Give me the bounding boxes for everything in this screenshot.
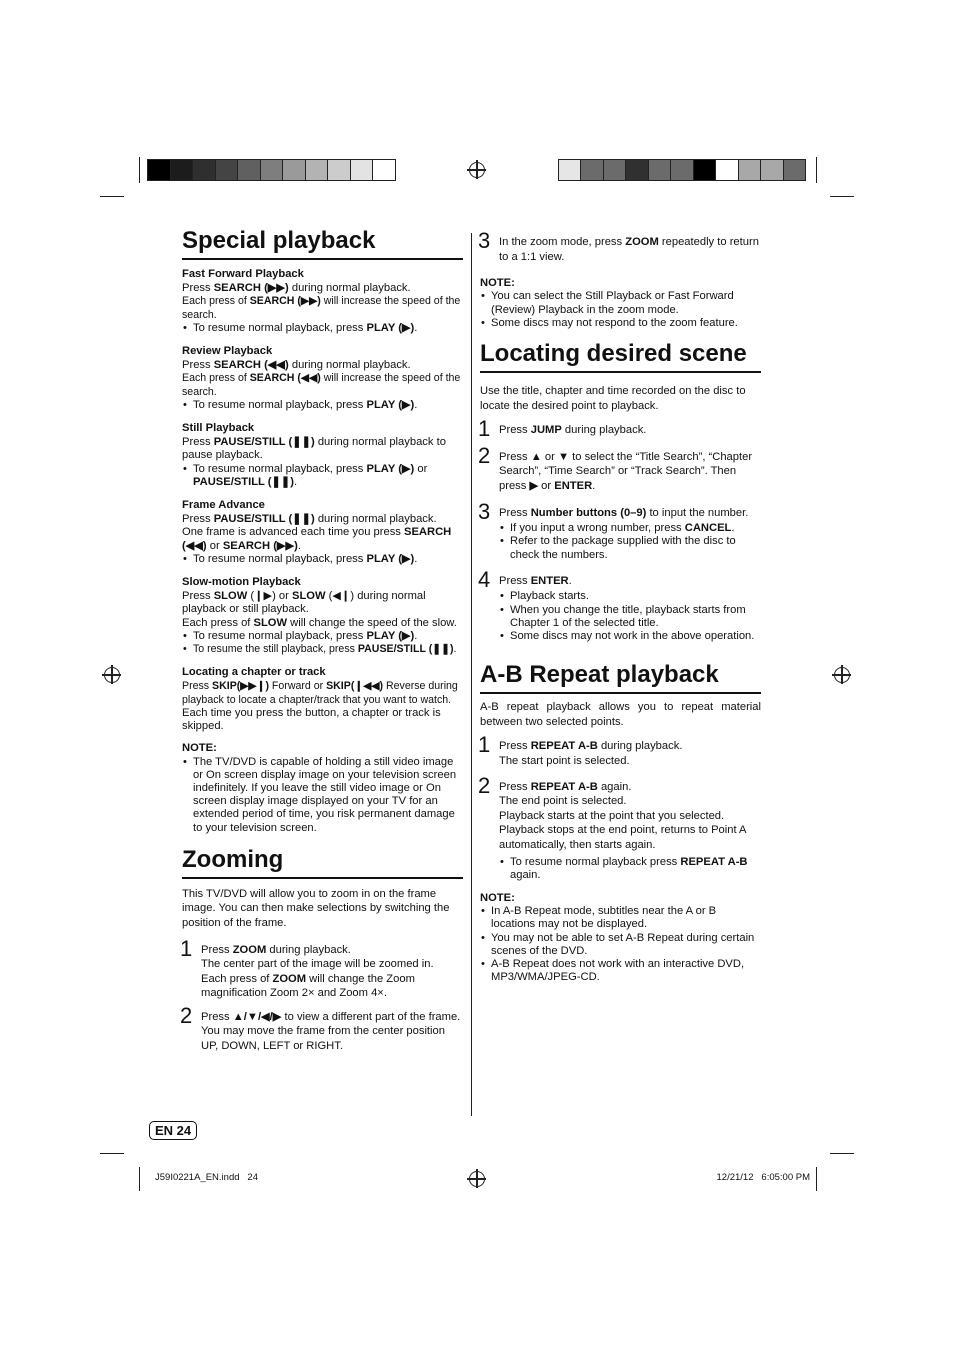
step-number: 1 xyxy=(180,935,193,961)
color-swatch xyxy=(671,160,693,180)
color-swatch xyxy=(328,160,351,180)
ab-intro: A-B repeat playback allows you to repeat material between two selected points. xyxy=(480,701,761,728)
list-item: • Some discs may not work in the above operation. xyxy=(499,630,761,643)
crop-mark xyxy=(816,1167,817,1191)
right-column xyxy=(478,228,761,984)
section-title-ab-repeat: A-B Repeat playback xyxy=(480,660,761,694)
locate-step-1: 1 Press JUMP during playback. xyxy=(478,416,647,442)
locating-chapter-section: Locating a chapter or track Press SKIP(▶▶❙) Forward or SKIP(❙◀◀) Reverse during playback to locate a chapter/track that you want to watch. Each time you press the button, a chapter or track is skipped. xyxy=(182,666,463,733)
color-swatch xyxy=(761,160,783,180)
ab-step-1: 1 Press REPEAT A-B during playback. The start point is selected. xyxy=(478,732,683,767)
crop-mark xyxy=(139,1167,140,1191)
color-swatch xyxy=(171,160,194,180)
color-swatch xyxy=(306,160,329,180)
list-item: • When you change the title, playback starts from Chapter 1 of the selected title. xyxy=(499,604,761,630)
left-column xyxy=(182,226,463,1054)
step-number: 2 xyxy=(180,1002,193,1028)
color-swatch xyxy=(193,160,216,180)
list-item: • Playback starts. xyxy=(499,590,761,603)
step-number: 1 xyxy=(478,416,491,442)
column-divider xyxy=(471,233,472,1116)
list-item: • A-B Repeat does not work with an interactive DVD, MP3/WMA/JPEG-CD. xyxy=(480,958,761,984)
crop-mark xyxy=(816,157,817,183)
color-swatch xyxy=(351,160,374,180)
list-item: • You may not be able to set A-B Repeat during certain scenes of the DVD. xyxy=(480,932,761,958)
subheading: Frame Advance xyxy=(182,499,265,512)
subheading: Slow-motion Playback xyxy=(182,576,301,589)
step-number: 3 xyxy=(478,228,491,253)
color-swatch xyxy=(373,160,395,180)
section-title-special-playback: Special playback xyxy=(182,226,463,260)
color-swatch xyxy=(694,160,716,180)
zoom-step-1: 1 Press ZOOM during playback. The center part of the image will be zoomed in. Each press of ZOOM will change the Zoom magnification Zoom 2× and Zoom 4×. xyxy=(180,935,434,1000)
list-item: • Refer to the package supplied with the disc to check the numbers. xyxy=(499,535,761,561)
list-item: • Some discs may not respond to the zoom feature. xyxy=(480,317,761,330)
color-swatch xyxy=(261,160,284,180)
locate-intro: Use the title, chapter and time recorded on the disc to locate the desired point to playback. xyxy=(480,385,746,412)
registration-mark-icon xyxy=(104,667,120,683)
footer-filename: J59I0221A_EN.indd 24 xyxy=(155,1172,258,1183)
color-swatch xyxy=(581,160,603,180)
step-number: 3 xyxy=(478,498,491,524)
color-swatch xyxy=(739,160,761,180)
color-swatch xyxy=(649,160,671,180)
color-swatch xyxy=(559,160,581,180)
crop-mark xyxy=(100,1153,124,1154)
color-swatch xyxy=(283,160,306,180)
list-item: • If you input a wrong number, press CANCEL. xyxy=(499,522,761,535)
note-heading: NOTE: xyxy=(182,742,217,755)
zoom-step-3: 3 In the zoom mode, press ZOOM repeatedly to return to a 1:1 view. xyxy=(478,228,759,263)
color-bar-right xyxy=(558,159,806,181)
section-title-zooming: Zooming xyxy=(182,845,463,879)
review-section: Review Playback Press SEARCH (◀◀) during normal playback. Each press of SEARCH (◀◀) will increase the speed of the search. • To resume normal playback, press PLAY (▶). xyxy=(182,345,463,412)
ab-step-2: 2 Press REPEAT A-B again. The end point is selected. Playback starts at the point that you selected. Playback stops at the end point, returns to Point A automatically, then starts again. • To resume normal playback press REPEAT A-B again. xyxy=(480,780,761,882)
color-swatch xyxy=(148,160,171,180)
crop-mark xyxy=(830,196,854,197)
list-item: • To resume normal playback, press PLAY (▶). xyxy=(182,322,463,335)
frame-advance-section: Frame Advance Press PAUSE/STILL (❚❚) during normal playback. One frame is advanced each time you press SEARCH (◀◀) or SEARCH (▶▶). • To resume normal playback, press PLAY (▶). xyxy=(182,499,463,566)
list-item: • In A-B Repeat mode, subtitles near the A or B locations may not be displayed. xyxy=(480,905,761,931)
list-item: • To resume the still playback, press PAUSE/STILL (❚❚). xyxy=(182,643,463,656)
zoom-intro: This TV/DVD will allow you to zoom in on the frame image. You can then make selections by switching the position of the frame. xyxy=(182,887,450,929)
color-bar-left xyxy=(147,159,396,181)
footer-timestamp: 12/21/12 6:05:00 PM xyxy=(716,1172,810,1183)
registration-mark-icon xyxy=(469,1171,485,1187)
crop-mark xyxy=(830,1153,854,1154)
page-number-badge: EN 24 xyxy=(149,1121,197,1140)
slow-motion-section: Slow-motion Playback Press SLOW (❙▶) or SLOW (◀❙) during normal playback or still playback. Each press of SLOW will change the speed of the slow. • To resume normal playback, press PLAY (▶). • To resume the still playback, press PAUSE/STILL (❚❚). xyxy=(182,576,463,656)
list-item: • To resume normal playback, press PLAY (▶) or PAUSE/STILL (❚❚). xyxy=(182,463,463,489)
color-swatch xyxy=(216,160,239,180)
step-number: 1 xyxy=(478,732,491,758)
color-swatch xyxy=(604,160,626,180)
locate-step-4: 4 Press ENTER. • Playback starts. • When you change the title, playback starts from Chapter 1 of the selected title. • Some discs may not work in the above operation. xyxy=(480,574,761,643)
step-number: 4 xyxy=(478,566,491,592)
list-item: • To resume normal playback press REPEAT A-B again. xyxy=(499,856,761,882)
subheading: Review Playback xyxy=(182,345,273,358)
list-item: • To resume normal playback, press PLAY (▶). xyxy=(182,553,463,566)
list-item: • You can select the Still Playback or Fast Forward (Review) Playback in the zoom mode. xyxy=(480,290,761,316)
subheading: Fast Forward Playback xyxy=(182,268,304,280)
color-swatch xyxy=(626,160,648,180)
subheading: Still Playback xyxy=(182,422,255,435)
locate-step-2: 2 Press ▲ or ▼ to select the “Title Search”, “Chapter Search”, “Time Search” or “Track Search”. Then press ▶ or ENTER. xyxy=(478,442,753,492)
step-number: 2 xyxy=(478,442,491,468)
subheading: Locating a chapter or track xyxy=(182,666,326,679)
list-item: • To resume normal playback, press PLAY (▶). xyxy=(182,399,463,412)
note-heading: NOTE: xyxy=(480,891,515,904)
color-swatch xyxy=(716,160,738,180)
step-number: 2 xyxy=(478,772,491,798)
list-item: • The TV/DVD is capable of holding a still video image or On screen display image on your television screen indefinitely. If you leave the still video image or On screen display image displayed on your TV for an extended period of time, you risk permanent damage to your television screen. xyxy=(182,756,463,835)
note-heading: NOTE: xyxy=(480,277,515,290)
crop-mark xyxy=(100,196,124,197)
registration-mark-icon xyxy=(469,162,485,178)
color-swatch xyxy=(238,160,261,180)
crop-mark xyxy=(139,157,140,183)
zoom-step-2: 2 Press ▲/▼/◀/▶ to view a different part of the frame. You may move the frame from the center position UP, DOWN, LEFT or RIGHT. xyxy=(180,1002,461,1053)
registration-mark-icon xyxy=(834,667,850,683)
section-title-locating-scene: Locating desired scene xyxy=(480,339,761,373)
list-item: • To resume normal playback, press PLAY (▶). xyxy=(182,630,463,643)
color-swatch xyxy=(784,160,805,180)
locate-step-3: 3 Press Number buttons (0–9) to input the number. • If you input a wrong number, press CANCEL. • Refer to the package supplied with the disc to check the numbers. xyxy=(480,506,761,562)
fast-forward-section: Fast Forward Playback Press SEARCH (▶▶) during normal playback. Each press of SEARCH (▶▶) will increase the speed of the search. • To resume normal playback, press PLAY (▶). xyxy=(182,268,463,335)
still-section: Still Playback Press PAUSE/STILL (❚❚) during normal playback to pause playback. • To resume normal playback, press PLAY (▶) or PAUSE/STILL (❚❚). xyxy=(182,422,463,489)
